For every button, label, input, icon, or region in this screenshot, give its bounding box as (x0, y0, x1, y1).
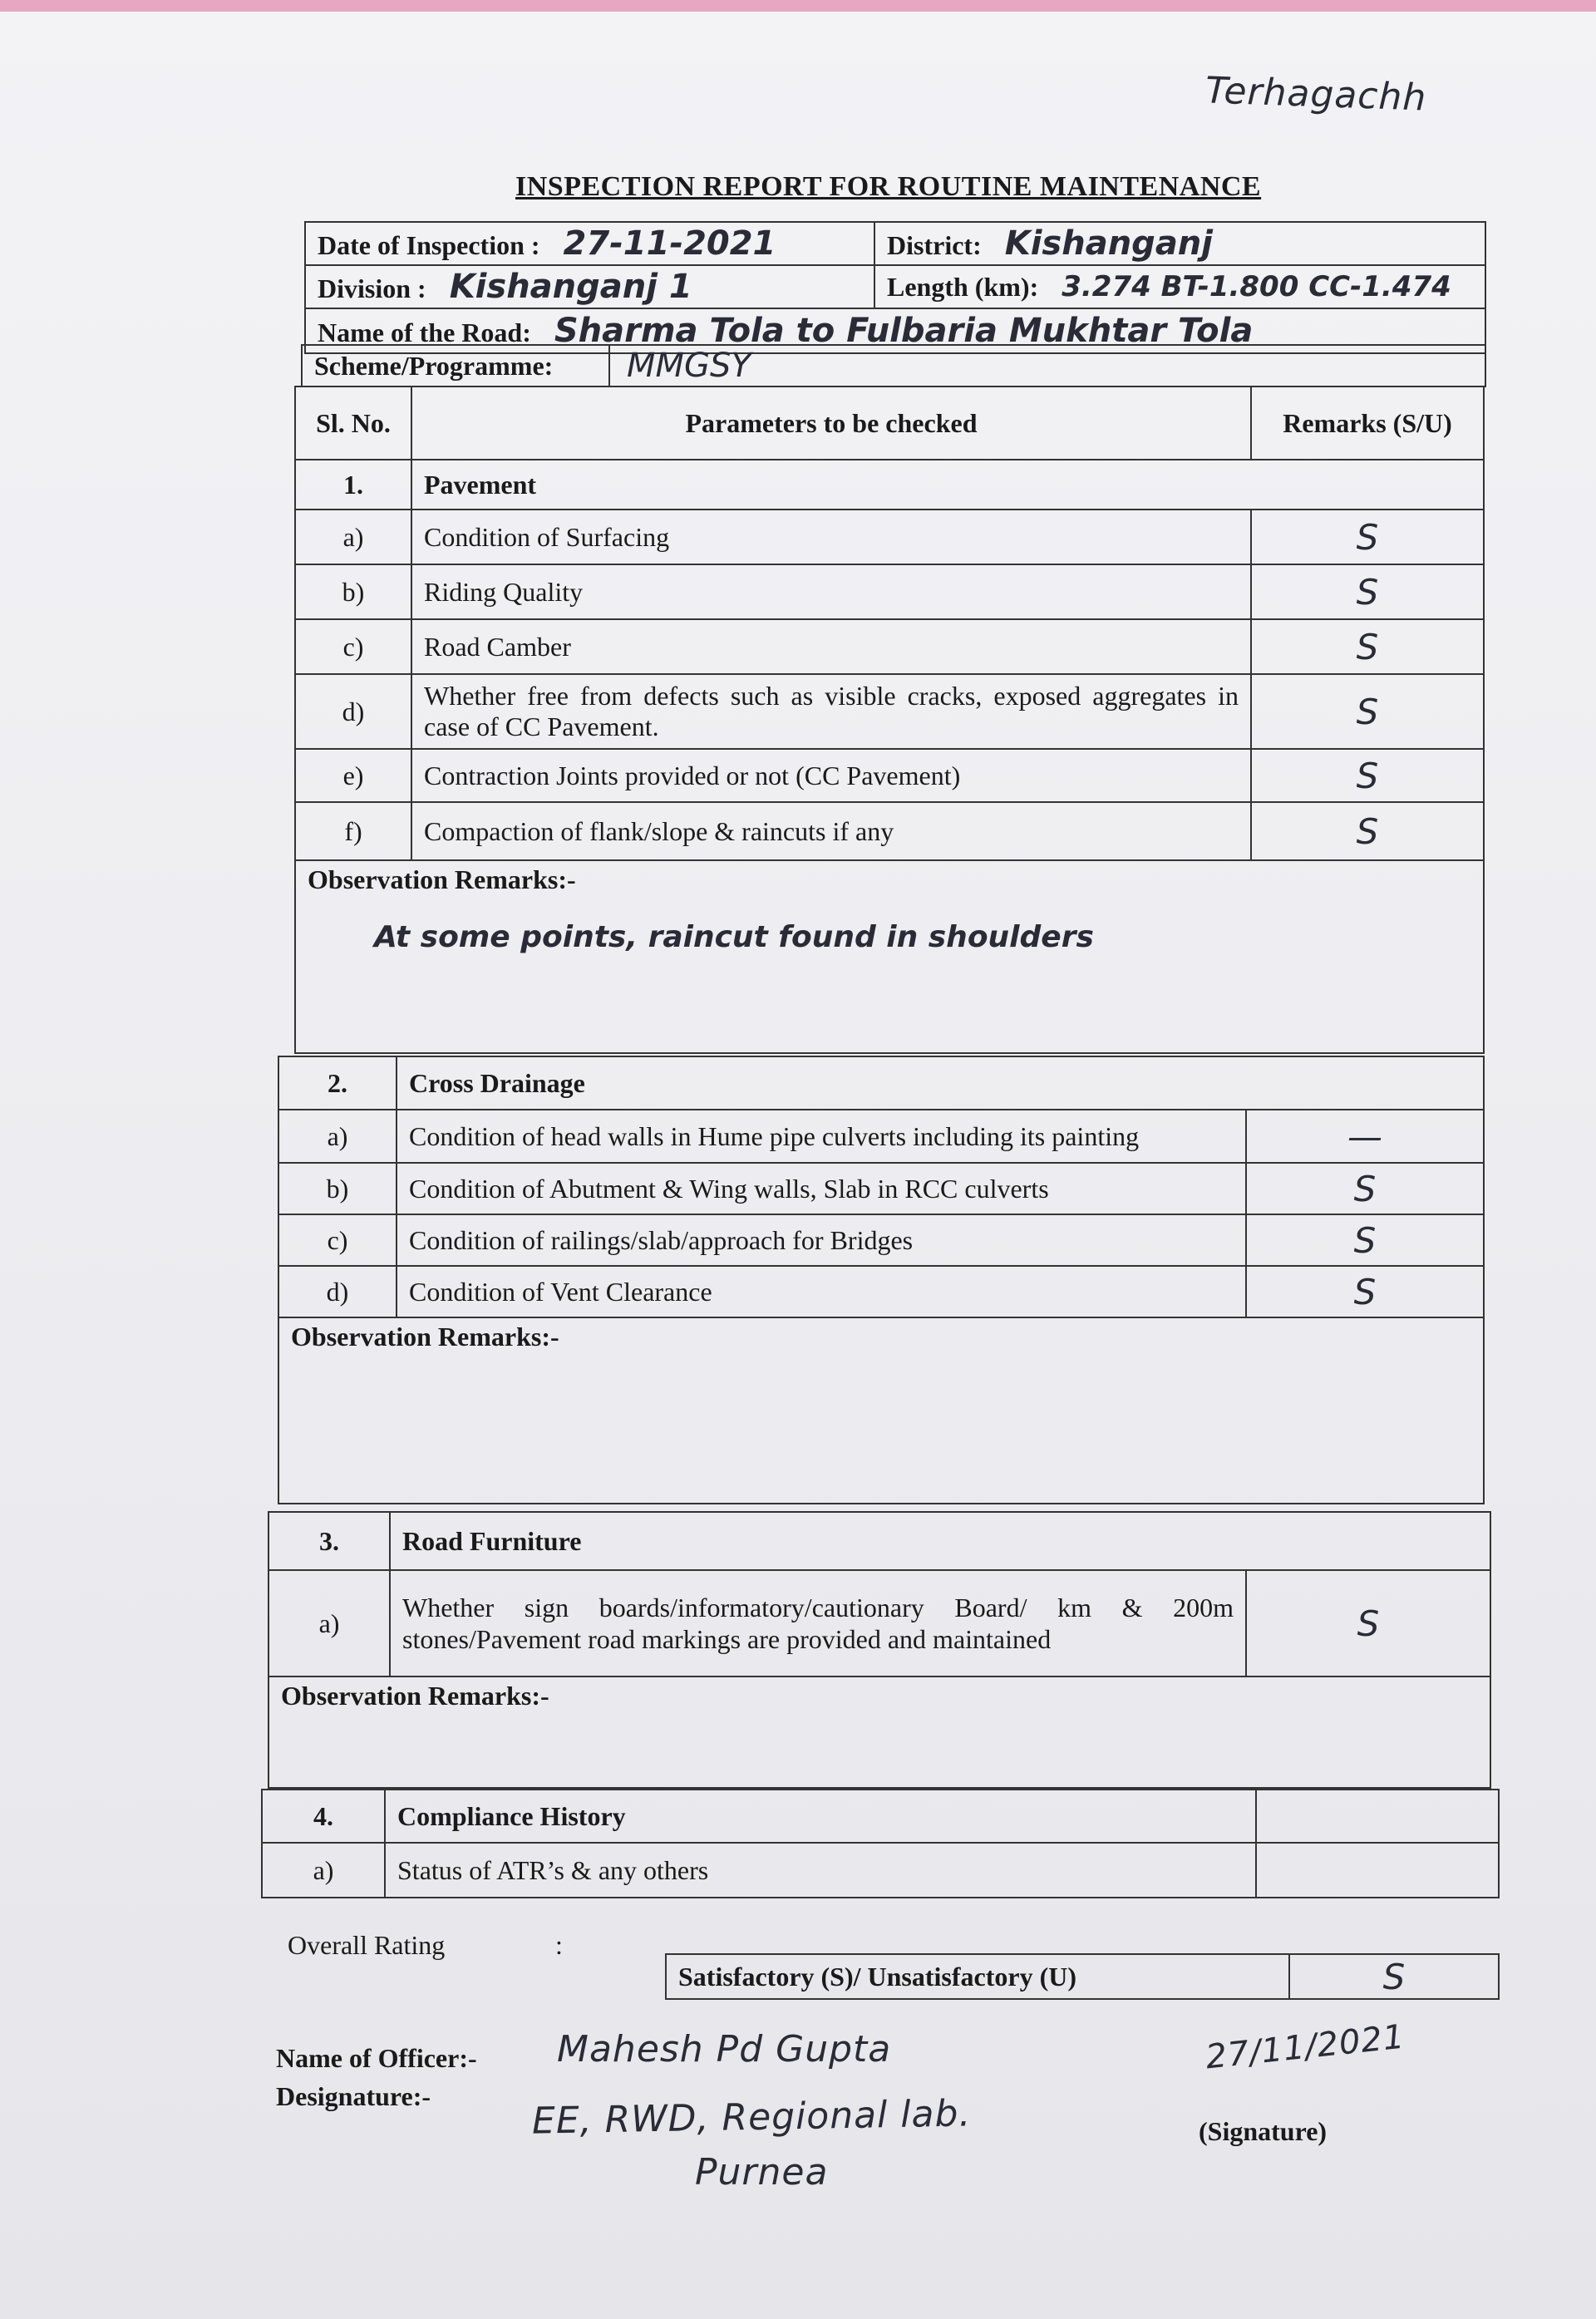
item-remark: S (1246, 1163, 1484, 1214)
item-text: Status of ATR’s & any others (385, 1843, 1256, 1898)
signature-label: (Signature) (1199, 2116, 1328, 2146)
col-remarks-header: Remarks (S/U) (1251, 386, 1484, 460)
item-sl: a) (262, 1843, 385, 1898)
place-note: Terhagachh (1204, 69, 1428, 120)
item-remark: S (1251, 510, 1484, 564)
date-cell (305, 222, 874, 265)
item-remark: S (1251, 564, 1484, 619)
district-cell (874, 222, 1485, 265)
item-sl: d) (278, 1266, 397, 1317)
item-sl: e) (295, 749, 411, 802)
table-row (295, 510, 1484, 564)
officer-name-value: Mahesh Pd Gupta (557, 2028, 892, 2070)
designation-value-line1: EE, RWD, Regional lab. (531, 2092, 972, 2143)
item-sl: c) (278, 1214, 397, 1266)
designature-label: Designature:- (276, 2081, 431, 2111)
table-row (295, 564, 1484, 619)
scheme-value: MMGSY (609, 345, 1485, 386)
length-cell (874, 265, 1485, 308)
observation-label: Observation Remarks:- (291, 1322, 559, 1352)
item-sl: a) (295, 510, 411, 564)
section-row (268, 1512, 1490, 1570)
pavement-table (294, 386, 1485, 1054)
observation-label: Observation Remarks:- (281, 1681, 549, 1711)
section-row (262, 1790, 1499, 1843)
signature-date: 27/11/2021 (1204, 2017, 1407, 2077)
section-no: 3. (268, 1512, 390, 1570)
officer-name-label: Name of Officer:- (276, 2043, 477, 2073)
col-sl-header: Sl. No. (295, 386, 411, 460)
observation-row (268, 1676, 1490, 1788)
item-remark: S (1251, 749, 1484, 802)
item-sl: d) (295, 674, 411, 749)
item-sl: f) (295, 802, 411, 860)
item-remark: S (1251, 802, 1484, 860)
table-row (278, 1110, 1484, 1163)
compliance-table (261, 1789, 1500, 1898)
observation-cell (295, 860, 1484, 1053)
designation-value-line2: Purnea (695, 2151, 829, 2193)
item-remark (1256, 1843, 1499, 1898)
item-remark: — (1246, 1110, 1484, 1163)
district-label: District: (887, 230, 982, 260)
item-sl: a) (278, 1110, 397, 1163)
table-row (268, 1570, 1490, 1676)
table-row (262, 1843, 1499, 1898)
table-row (278, 1266, 1484, 1317)
scheme-table (301, 344, 1486, 387)
table-row (295, 802, 1484, 860)
observation-row (295, 860, 1484, 1053)
section-row (278, 1056, 1484, 1110)
item-text: Condition of Abutment & Wing walls, Slab in RCC culverts (397, 1163, 1246, 1214)
item-text: Contraction Joints provided or not (CC Pavement) (411, 749, 1251, 802)
item-text: Condition of Surfacing (411, 510, 1251, 564)
pink-edge (0, 0, 1596, 12)
table-row (295, 619, 1484, 674)
observation-text (281, 1711, 1478, 1736)
item-remark: S (1251, 619, 1484, 674)
item-sl: a) (268, 1570, 390, 1676)
section-name: Pavement (411, 460, 1484, 510)
section-row (295, 460, 1484, 510)
table-row (295, 674, 1484, 749)
table-row (295, 749, 1484, 802)
item-sl: b) (295, 564, 411, 619)
length-label: Length (km): (887, 272, 1039, 302)
report-title: INSPECTION REPORT FOR ROUTINE MAINTENANCE (515, 171, 1262, 202)
overall-rating-box (665, 1953, 1500, 2000)
length-value: 3.274 BT-1.800 CC-1.474 (1062, 270, 1451, 303)
item-remark: S (1246, 1214, 1484, 1266)
item-sl: b) (278, 1163, 397, 1214)
item-remark: S (1246, 1570, 1490, 1676)
observation-cell (268, 1676, 1490, 1788)
overall-rating-colon: : (555, 1930, 563, 1960)
item-text: Whether sign boards/informatory/cautionary Board/ km & 200m stones/Pavement road markings are provided and maintained (390, 1570, 1246, 1676)
item-remark: S (1251, 674, 1484, 749)
road-value: Sharma Tola to Fulbaria Mukhtar Tola (554, 312, 1254, 350)
scheme-label: Scheme/Programme: (302, 345, 609, 386)
road-furniture-table (268, 1511, 1491, 1789)
district-value: Kishanganj (1004, 224, 1213, 263)
section-name: Compliance History (385, 1790, 1256, 1843)
section-name: Road Furniture (390, 1512, 1490, 1570)
observation-text (291, 1352, 1471, 1377)
item-text: Condition of railings/slab/approach for Bridges (397, 1214, 1246, 1266)
overall-rating-box-label: Satisfactory (S)/ Unsatisfactory (U) (666, 1954, 1289, 1999)
division-cell (305, 265, 874, 308)
section-no: 1. (295, 460, 411, 510)
item-sl: c) (295, 619, 411, 674)
division-label: Division : (318, 273, 426, 303)
col-param-header: Parameters to be checked (411, 386, 1251, 460)
table-row (278, 1163, 1484, 1214)
date-label: Date of Inspection : (318, 230, 540, 260)
observation-label: Observation Remarks:- (308, 864, 576, 894)
date-value: 27-11-2021 (563, 224, 776, 263)
table-row (278, 1214, 1484, 1266)
section-remark-empty (1256, 1790, 1499, 1843)
header-table (304, 221, 1486, 354)
item-text: Condition of head walls in Hume pipe culverts including its painting (397, 1110, 1246, 1163)
overall-rating-label: Overall Rating (288, 1930, 446, 1960)
cross-drainage-table (278, 1056, 1485, 1504)
division-value: Kishanganj 1 (449, 268, 692, 306)
section-no: 2. (278, 1056, 397, 1110)
section-no: 4. (262, 1790, 385, 1843)
item-text: Condition of Vent Clearance (397, 1266, 1246, 1317)
observation-cell (278, 1317, 1484, 1504)
road-label: Name of the Road: (318, 318, 531, 347)
item-remark: S (1246, 1266, 1484, 1317)
observation-row (278, 1317, 1484, 1504)
item-text: Road Camber (411, 619, 1251, 674)
observation-text: At some points, raincut found in shoulders (374, 920, 1094, 954)
item-text: Whether free from defects such as visible cracks, exposed aggregates in case of CC Pavement. (411, 674, 1251, 749)
item-text: Compaction of flank/slope & raincuts if any (411, 802, 1251, 860)
item-text: Riding Quality (411, 564, 1251, 619)
section-name: Cross Drainage (397, 1056, 1484, 1110)
overall-rating-value: S (1289, 1954, 1499, 1999)
